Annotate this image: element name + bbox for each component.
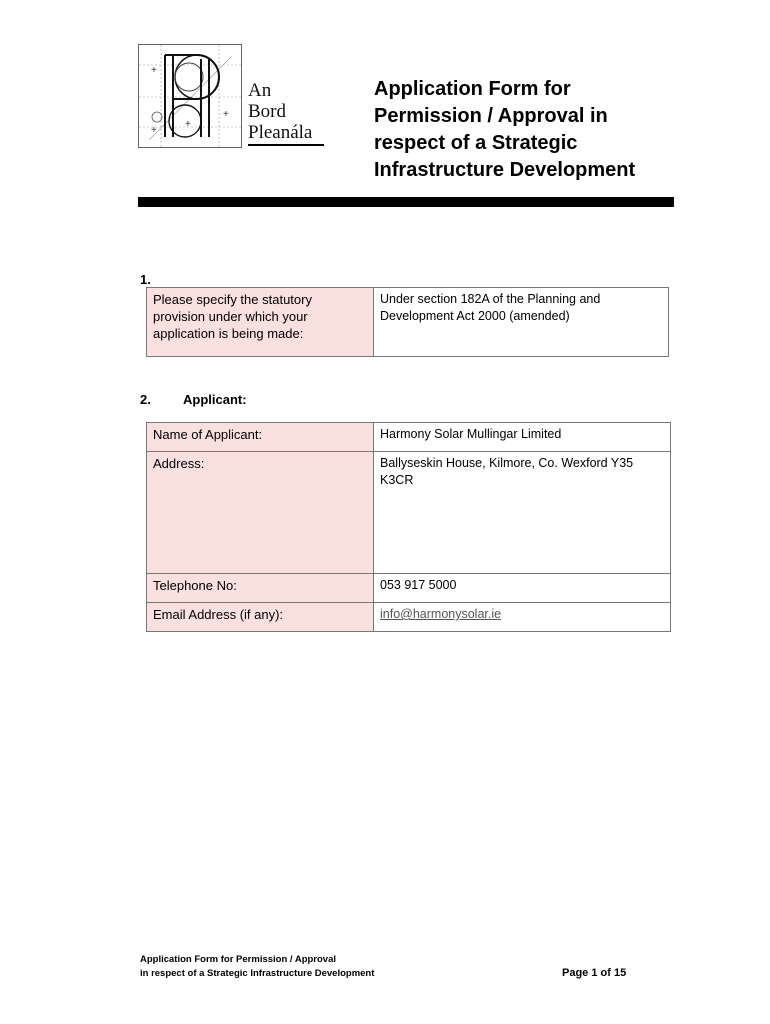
table-row [147,423,671,452]
section-1-table [146,287,669,357]
table-row [147,288,669,357]
email-link[interactable]: info@harmonysolar.ie [380,607,502,621]
document-title [374,76,694,184]
address-value[interactable]: Ballyseskin House, Kilmore, Co. Wexford Y35 K3CR [374,452,671,574]
logo-underline [248,144,324,146]
section-2-heading: Applicant: [183,392,247,407]
svg-text:+: + [151,125,157,136]
page-number: Page 1 of 15 [562,967,627,979]
applicant-table [146,422,671,632]
applicant-name-value[interactable]: Harmony Solar Mullingar Limited [374,423,671,452]
logo-line-3: Pleanála [248,122,313,143]
section-1-number: 1. [140,272,151,287]
an-bord-pleanala-logo [138,44,242,148]
logo-emblem-icon [139,45,241,147]
section-2-number: 2. [140,392,151,407]
logo-line-2: Bord [248,101,286,122]
statutory-provision-value[interactable]: Under section 182A of the Planning and Development Act 2000 (amended) [374,288,669,357]
email-label: Email Address (if any): [147,603,374,632]
svg-text:+: + [223,109,229,120]
email-cell [374,603,671,632]
header-rule [138,197,674,207]
applicant-name-label: Name of Applicant: [147,423,374,452]
table-row [147,574,671,603]
footer-line-1: Application Form for Permission / Approval [140,954,337,965]
table-row [147,452,671,574]
logo-line-1: An [248,80,272,101]
logo-wordmark [248,80,312,143]
svg-text:+: + [151,65,157,76]
title-line-3: respect of a Strategic [374,132,578,154]
title-line-4: Infrastructure Development [374,159,636,181]
footer-title [140,953,374,981]
title-line-2: Permission / Approval in [374,105,608,127]
statutory-provision-label: Please specify the statutory provision under which your application is being made: [147,288,374,357]
title-line-1: Application Form for [374,78,571,100]
telephone-value[interactable]: 053 917 5000 [374,574,671,603]
table-row [147,603,671,632]
svg-text:+: + [185,119,191,130]
footer-line-2: in respect of a Strategic Infrastructure Development [140,968,375,979]
address-label: Address: [147,452,374,574]
telephone-label: Telephone No: [147,574,374,603]
